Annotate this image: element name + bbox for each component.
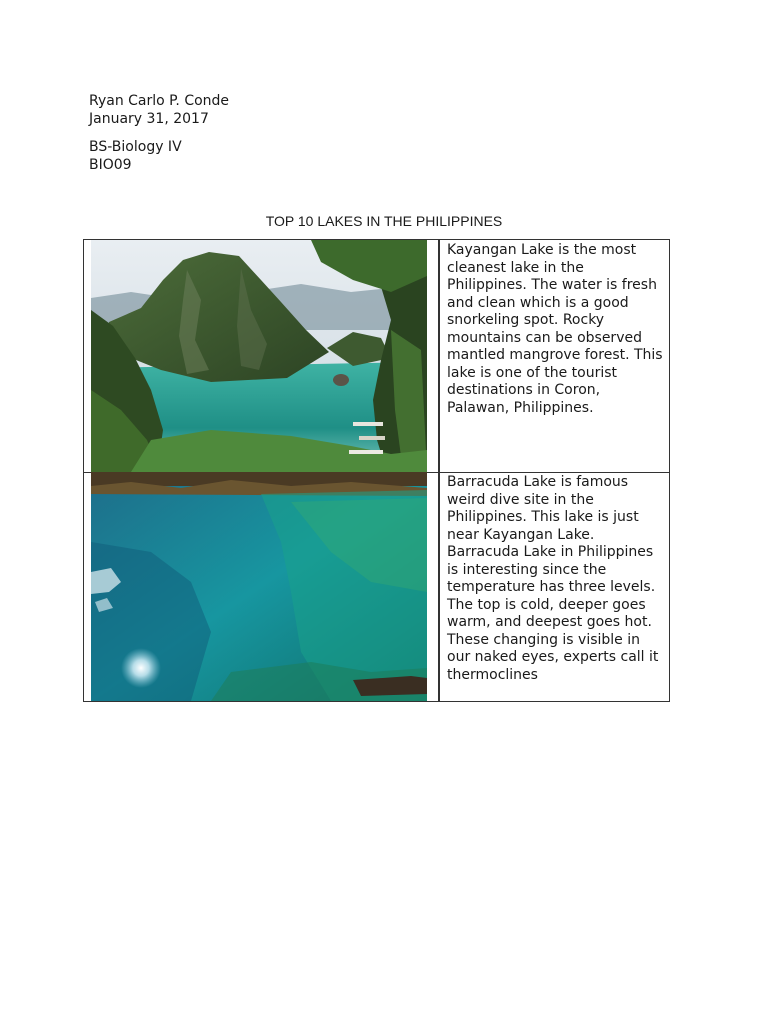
lakes-table (83, 239, 670, 702)
lake-description: Kayangan Lake is the most cleanest lake in the Philippines. The water is fresh and clean which is a good snorkeling spot. Rocky mountains can be observed mantled mangrove forest. This lake is one of the tourist destinations in Coron, Palawan, Philippines. (447, 242, 663, 416)
barracuda-lake-photo (91, 472, 427, 701)
kayangan-lake-photo (91, 240, 427, 472)
course-code: BIO09 (89, 157, 132, 173)
image-cell (84, 240, 439, 472)
course-name: BS-Biology IV (89, 139, 182, 155)
lake-description: Barracuda Lake is famous weird dive site in the Philippines. This lake is just near Kayangan Lake. Barracuda Lake in Philippines is interesting since the temperature has three levels. The top is cold, deeper goes warm, and deepest goes hot. These changing is visible in our naked eyes, experts call it thermoclines (447, 474, 659, 683)
author-name: Ryan Carlo P. Conde (89, 93, 230, 109)
table-row (84, 472, 669, 701)
table-row (84, 240, 669, 473)
image-cell (84, 472, 439, 701)
document-date: January 31, 2017 (89, 111, 209, 127)
page-title: TOP 10 LAKES IN THE PHILIPPINES (265, 213, 503, 229)
